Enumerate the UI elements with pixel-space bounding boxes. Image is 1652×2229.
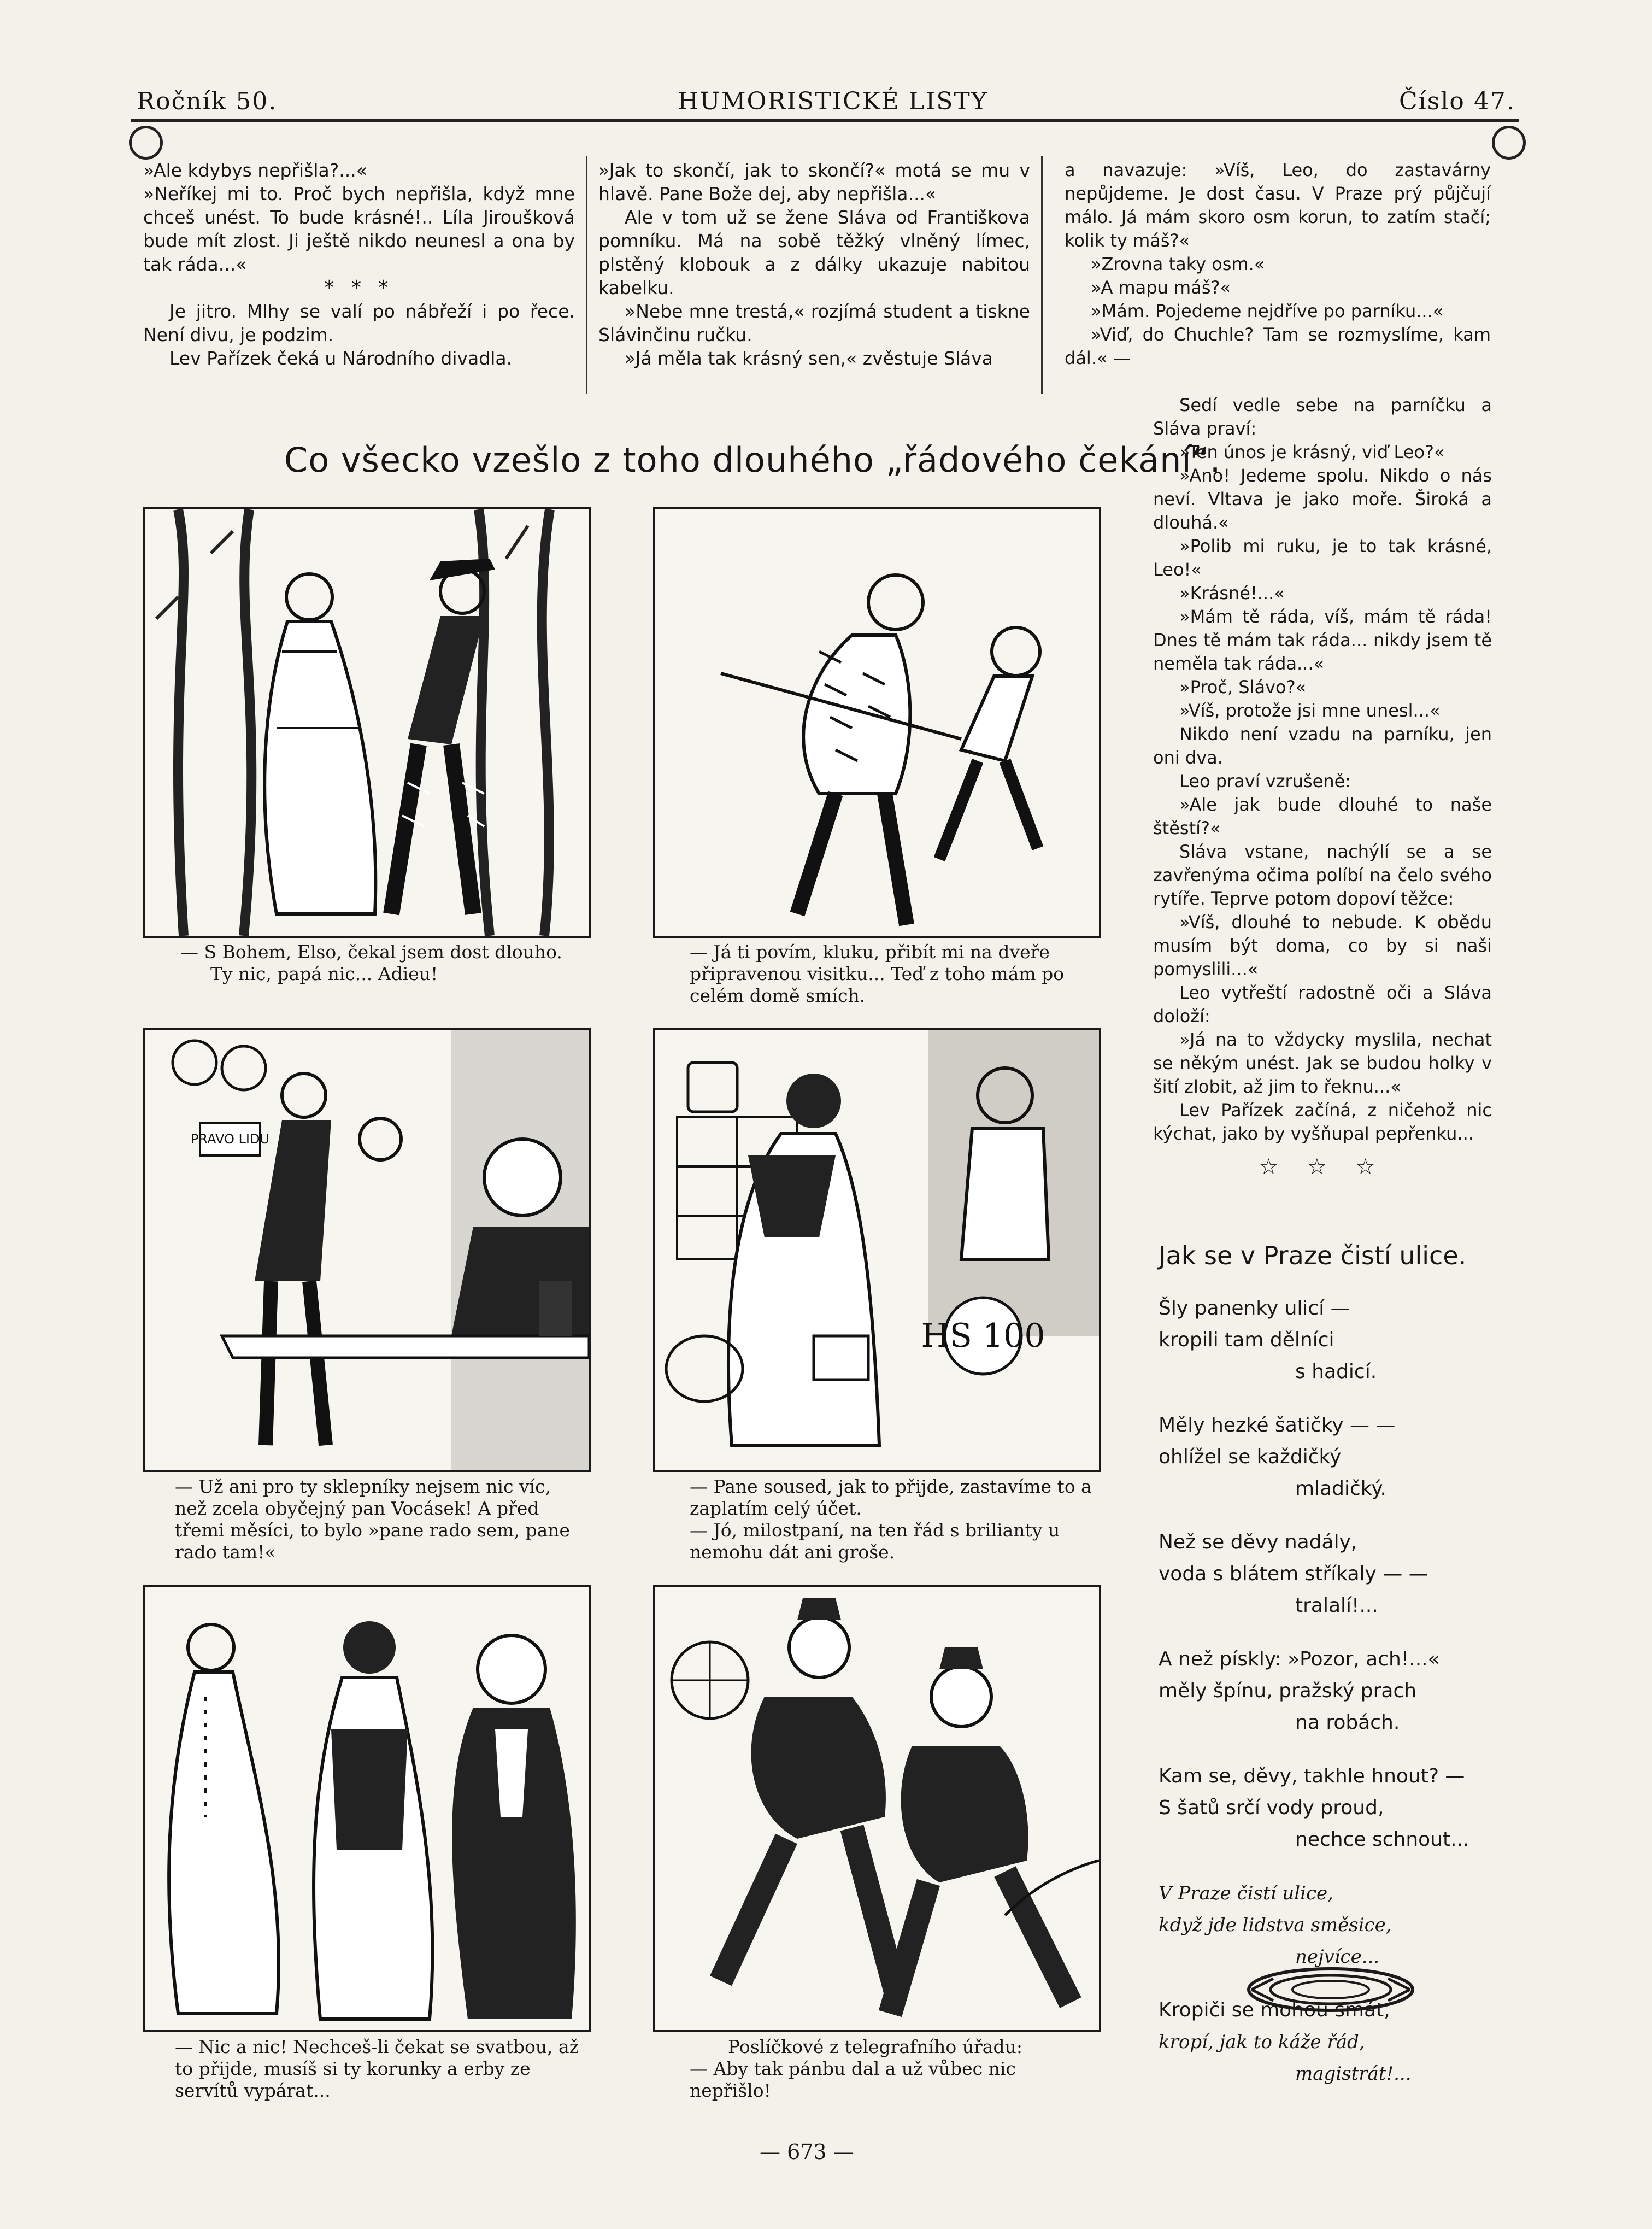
paragraph: »Víš, dlouhé to nebude. K obědu musím být doma, co by si naši pomyslili...« (1153, 912, 1492, 979)
caption-panel-4 (690, 1476, 1094, 1563)
panel-illustration (655, 1587, 1099, 2030)
poem-line: kropili tam dělníci (1159, 1329, 1334, 1351)
paragraph: Lev Pařízek čeká u Národního divadla. (169, 348, 513, 369)
poem-line: když jde lidstva směsice, (1159, 1914, 1392, 1936)
poem-line: voda s blátem stříkaly — — (1159, 1563, 1428, 1585)
paragraph: »Já na to vždycky myslila, nechat se někým unést. Jak se budou holky v šití zlobit, až jim to řeknu...« (1153, 1029, 1492, 1097)
poem-line: V Praze čistí ulice, (1159, 1882, 1333, 1904)
text-column-1 (143, 159, 575, 370)
cartoon-panel-2 (653, 507, 1101, 938)
paragraph: Sedí vedle sebe na parníčku a Sláva praví: (1153, 395, 1492, 439)
poem-title: Jak se v Praze čistí ulice. (1159, 1241, 1467, 1270)
newspaper-sign-text: PRAVO LIDU (190, 1131, 270, 1147)
paragraph: Lev Pařízek začíná, z ničehož nic kýchat, jako by vyšňupal pepřenku... (1153, 1100, 1492, 1144)
text-column-3 (1065, 159, 1491, 370)
paragraph: »Zrovna taky osm.« (1091, 254, 1265, 274)
poem-line: ohlížel se každičký (1159, 1446, 1342, 1468)
caption-panel-1 (180, 941, 585, 985)
poem-line: s hadicí. (1295, 1360, 1377, 1383)
cartoon-panel-3 (143, 1028, 591, 1472)
header-issue: Číslo 47. (1399, 87, 1515, 115)
paragraph: »Ale kdybys nepřišla?...« (143, 160, 367, 181)
page-number: — 673 — (760, 2140, 854, 2164)
paragraph: Je jitro. Mlhy se valí po nábřeží i po řece. Není divu, je podzim. (143, 301, 575, 345)
cartoon-panel-4 (653, 1028, 1101, 1472)
panel-illustration (145, 1030, 589, 1470)
paragraph: Sláva vstane, nachýlí se a se zavřenýma očima políbí na čelo svého rytíře. Teprve potom dopoví těžce: (1153, 841, 1492, 909)
caption-line: — Já ti povím, kluku, přibít mi na dveře připravenou visitku... Teď z toho mám po celém domě smích. (690, 941, 1065, 1006)
paragraph: »Víš, protože jsi mne unesl...« (1179, 700, 1441, 721)
header-magazine-title: HUMORISTICKÉ LISTY (678, 87, 988, 115)
paragraph: »Neříkej mi to. Proč bych nepřišla, když mne chceš unést. To bude krásné!.. Líla Jiroušková bude mít zlost. Ji ještě nikdo neunesl a ona by tak ráda...« (143, 183, 575, 275)
paragraph: Nikdo není vzadu na parníku, jen oni dva. (1153, 724, 1492, 768)
sack-label: HS 100 (921, 1317, 1045, 1355)
poem-line: S šatů srčí vody proud, (1159, 1797, 1384, 1819)
caption-line: — Už ani pro ty sklepníky nejsem nic víc, než zcela obyčejný pan Vocásek! A před třemi měsíci, to bylo »pane rado sem, pane rado tam!« (175, 1476, 571, 1563)
header-rule (131, 119, 1519, 122)
poem-line: mladičký. (1295, 1477, 1386, 1500)
poem-line: na robách. (1295, 1711, 1400, 1734)
caption-line: — Jó, milostpaní, na ten řád s brilianty u nemohu dát ani groše. (690, 1520, 1060, 1563)
paragraph: Leo vytřeští radostně oči a Sláva doloží: (1153, 982, 1492, 1026)
header-volume: Ročník 50. (137, 87, 278, 115)
paragraph: »Proč, Slávo?« (1179, 677, 1307, 697)
paragraph: »Nebe mne trestá,« rozjímá student a tiskne Slávinčinu ručku. (598, 301, 1030, 345)
poem-line: kropí, jak to káže řád, (1159, 2031, 1365, 2053)
poem-line: měly špínu, pražský prach (1159, 1680, 1417, 1702)
panel-illustration (655, 509, 1099, 936)
poem-line: Měly hezké šatičky — — (1159, 1414, 1396, 1436)
caption-line: — Aby tak pánbu dal a už vůbec nic nepřišlo! (690, 2058, 1016, 2101)
paragraph: »Ano! Jedeme spolu. Nikdo o nás neví. Vltava je jako moře. Široká a dlouhá.« (1153, 465, 1492, 533)
poem-line: Šly panenky ulicí — (1159, 1297, 1350, 1319)
poem-line: nejvíce... (1295, 1946, 1380, 1968)
paragraph: »Ten únos je krásný, viď Leo?« (1179, 442, 1445, 462)
cartoon-panel-1 (143, 507, 591, 938)
section-stars: ☆ ☆ ☆ (1259, 1154, 1386, 1180)
paragraph: »Mám tě ráda, víš, mám tě ráda! Dnes tě mám tak ráda... nikdy jsem tě neměla tak ráda...« (1153, 606, 1492, 674)
caption-panel-2 (690, 941, 1094, 1007)
paragraph: »Mám. Pojedeme nejdříve po parníku...« (1091, 301, 1444, 321)
paragraph: Leo praví vzrušeně: (1179, 771, 1351, 791)
caption-line: — S Bohem, Elso, čekal jsem dost dlouho. (180, 941, 562, 963)
caption-line: — Nic a nic! Nechceš-li čekat se svatbou, až to přijde, musíš si ty korunky a erby ze servítů vypárat... (175, 2036, 579, 2101)
caption-line: Ty nic, papá nic... Adieu! (210, 963, 438, 984)
ornament-icon (1492, 126, 1526, 160)
column-divider (1041, 156, 1043, 394)
paragraph: »Jak to skončí, jak to skončí?« motá se mu v hlavě. Pane Bože dej, aby nepřišla...« (598, 160, 1030, 204)
paragraph: »Já měla tak krásný sen,« zvěstuje Sláva (625, 348, 993, 369)
column-divider (586, 156, 587, 394)
paragraph: »Ale jak bude dlouhé to naše štěstí?« (1153, 794, 1492, 838)
ornament-icon (129, 126, 163, 160)
paragraph: »Viď, do Chuchle? Tam se rozmyslíme, kam dál.« — (1065, 324, 1491, 368)
caption-panel-6 (690, 2036, 1094, 2102)
text-column-2 (598, 159, 1030, 370)
text-column-3-narrow (1153, 394, 1492, 1179)
poem-line: tralalí!... (1295, 1594, 1378, 1617)
paragraph: a navazuje: »Víš, Leo, do zastavárny nepůjdeme. Je dost času. V Praze prý půjčují málo. Já mám skoro osm korun, to zatím stačí; kolik ty máš?« (1065, 160, 1491, 251)
panel-illustration (145, 509, 589, 936)
cartoon-panel-5 (143, 1585, 591, 2032)
cartoon-title: Co všecko vzešlo z toho dlouhého „řádového čekání“. (284, 440, 1221, 480)
poem-line: Kam se, děvy, takhle hnout? — (1159, 1765, 1465, 1787)
panel-illustration (655, 1030, 1099, 1470)
caption-line: Poslíčkové z telegrafního úřadu: (728, 2036, 1022, 2057)
paragraph: Ale v tom už se žene Sláva od Františkova pomníku. Má na sobě těžký vlněný límec, plstěný klobouk a z dálky ukazuje nabitou kabelku. (598, 207, 1030, 298)
cartoon-panel-6 (653, 1585, 1101, 2032)
paragraph: »Krásné!...« (1179, 583, 1285, 603)
caption-panel-3 (175, 1476, 585, 1563)
poem-line: nechce schnout... (1295, 1828, 1469, 1851)
poem-line: A než pískly: »Pozor, ach!...« (1159, 1648, 1440, 1670)
caption-panel-5 (175, 2036, 585, 2102)
poem-line: Než se děvy nadály, (1159, 1531, 1357, 1553)
paragraph: »Polib mi ruku, je to tak krásné, Leo!« (1153, 536, 1492, 580)
ornament-icon (1241, 1962, 1421, 2017)
paragraph: »A mapu máš?« (1091, 277, 1231, 298)
poem-line: magistrát!... (1295, 2063, 1412, 2085)
section-break: * * * (324, 277, 394, 299)
panel-illustration (145, 1587, 589, 2030)
caption-line: — Pane soused, jak to přijde, zastavíme to a zaplatím celý účet. (690, 1476, 1092, 1519)
poem-line: Kropiči se mohou smát, (1159, 1999, 1390, 2021)
